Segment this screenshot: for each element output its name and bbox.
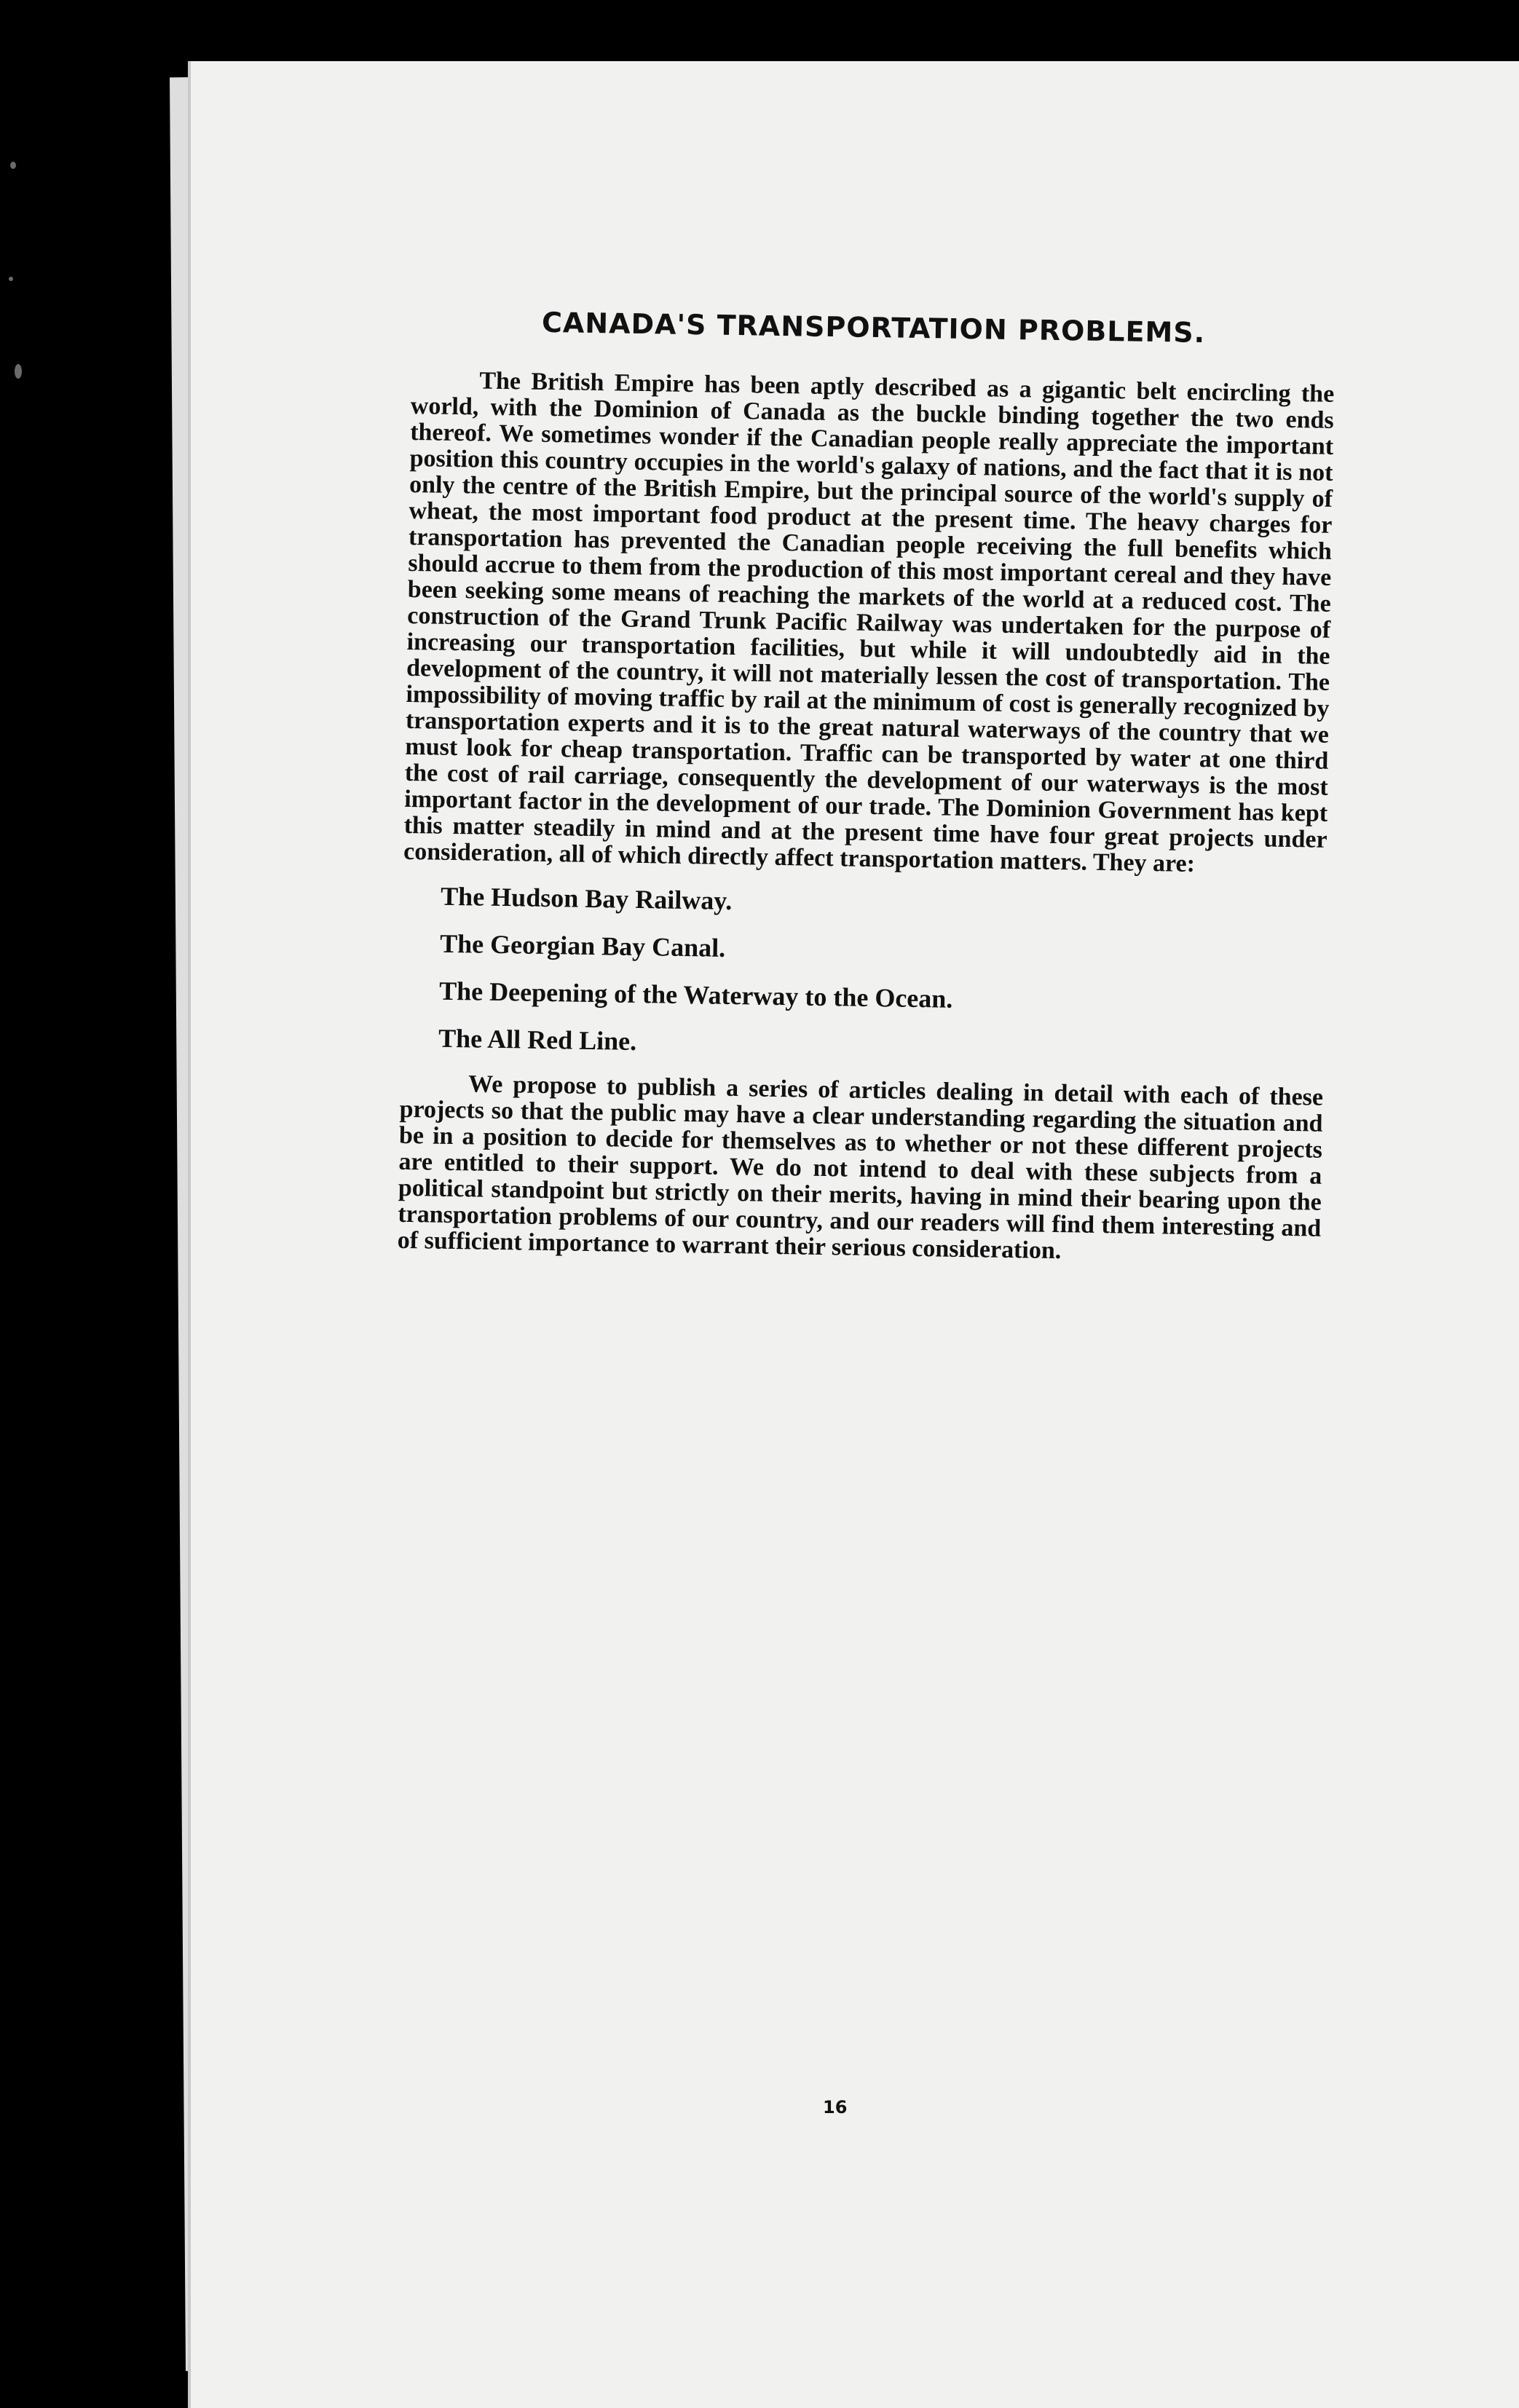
article	[398, 304, 1335, 1268]
scan-speck	[9, 277, 13, 281]
project-list	[438, 882, 1327, 1067]
scan-speck	[10, 162, 16, 169]
project-item: The All Red Line.	[438, 1023, 637, 1056]
article-title: CANADA'S TRANSPORTATION PROBLEMS.	[541, 306, 1206, 350]
project-item: The Deepening of the Waterway to the Ocean.	[438, 976, 953, 1014]
intro-paragraph: The British Empire has been aptly described as a gigantic belt encircling the world, with the Dominion of Canada as the buckle binding together the two ends thereof. We sometimes wonder if the Canadian people really appreciate the important position this country occupies in the world's galaxy of nations, and the fact that it is not only the centre of the British Empire, but the principal source of the world's supply of wheat, the most important food product at the present time. The heavy charges for transportation has prevented the Canadian people receiving the full benefits which should accrue to them from the production of this most important cereal and they have been seeking some means of reaching the markets of the world at a reduced cost. The construction of the Grand Trunk Pacific Railway was undertaken for the purpose of increasing our transportation facilities, but while it will undoubtedly aid in the development of the country, it will not materially lessen the cost of transportation. The impossibility of moving traffic by rail at the minimum of cost is generally recognized by transportation experts and it is to the great natural waterways of the country that we must look for cheap transportation. Traffic can be transported by water at one third the cost of rail carriage, consequently the development of our waterways is the most important factor in the development of our trade. The Dominion Government has kept this matter steadily in mind and at the present time have four great projects under consideration, all of which directly affect transportation matters. They are:	[403, 367, 1335, 877]
closing-paragraph: We propose to publish a series of articles dealing in detail with each of these projects so that the public may have a clear understanding regarding the situation and be in a position to decide for themselves as to whether or not these different projects are entitled to their support. We do not intend to deal with these subjects from a political standpoint but strictly on their merits, having in mind their bearing upon the transportation problems of our country, and our readers will find them interesting and of sufficient importance to warrant their serious consideration.	[397, 1070, 1324, 1265]
page-number: 16	[823, 2097, 848, 2117]
project-item: The Georgian Bay Canal.	[439, 928, 726, 963]
scan-speck	[15, 364, 22, 379]
project-item: The Hudson Bay Railway.	[440, 881, 733, 915]
